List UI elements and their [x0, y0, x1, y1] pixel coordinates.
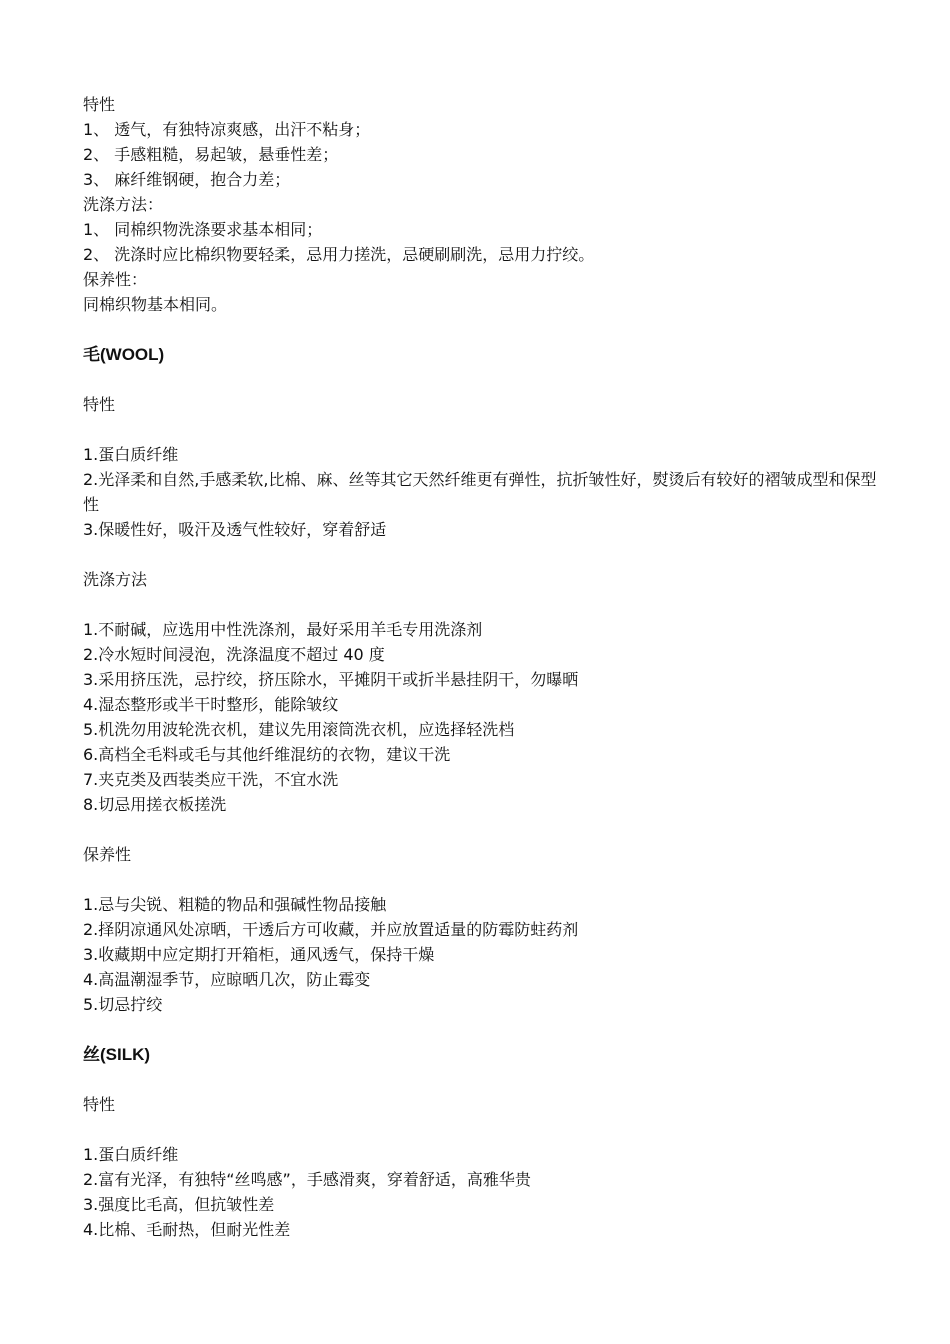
- spacer: [83, 417, 883, 442]
- silk-section-title: 丝(SILK): [83, 1045, 151, 1064]
- wool-care-label: 保养性: [83, 845, 132, 864]
- silk-characteristics-label: 特性: [83, 1095, 116, 1114]
- wool-washing-4: 4.湿态整形或半干时整形，能除皱纹: [83, 695, 339, 714]
- document-page: [83, 92, 883, 1242]
- linen-characteristics-label: 特性: [83, 95, 116, 114]
- spacer: [83, 317, 883, 342]
- spacer: [83, 592, 883, 617]
- wool-washing-2: 2.冷水短时间浸泡，洗涤温度不超过 40 度: [83, 645, 385, 664]
- wool-characteristic-3: 3.保暖性好，吸汗及透气性较好，穿着舒适: [83, 520, 387, 539]
- wool-washing-3: 3.采用挤压洗，忌拧绞，挤压除水，平摊阴干或折半悬挂阴干，勿曝晒: [83, 670, 579, 689]
- linen-characteristic-1: 1、 透气，有独特凉爽感，出汗不粘身；: [83, 120, 371, 139]
- silk-characteristic-3: 3.强度比毛高，但抗皱性差: [83, 1195, 275, 1214]
- wool-washing-8: 8.切忌用搓衣板搓洗: [83, 795, 227, 814]
- silk-characteristic-1: 1.蛋白质纤维: [83, 1145, 179, 1164]
- spacer: [83, 1017, 883, 1042]
- wool-washing-label: 洗涤方法: [83, 570, 148, 589]
- linen-washing-label: 洗涤方法：: [83, 195, 164, 214]
- wool-characteristics-label: 特性: [83, 395, 116, 414]
- silk-characteristic-4: 4.比棉、毛耐热，但耐光性差: [83, 1220, 291, 1239]
- wool-characteristic-1: 1.蛋白质纤维: [83, 445, 179, 464]
- wool-characteristic-2: 2.光泽柔和自然,手感柔软,比棉、麻、丝等其它天然纤维更有弹性，抗折皱性好，熨烫后有较好的褶皱成型和保型性: [83, 470, 877, 514]
- wool-section-title: 毛(WOOL): [83, 345, 165, 364]
- wool-washing-7: 7.夹克类及西装类应干洗，不宜水洗: [83, 770, 339, 789]
- wool-care-1: 1.忌与尖锐、粗糙的物品和强碱性物品接触: [83, 895, 387, 914]
- spacer: [83, 542, 883, 567]
- linen-characteristic-3: 3、 麻纤维钢硬，抱合力差；: [83, 170, 291, 189]
- linen-care-1: 同棉织物基本相同。: [83, 295, 228, 314]
- spacer: [83, 1067, 883, 1092]
- wool-washing-1: 1.不耐碱，应选用中性洗涤剂，最好采用羊毛专用洗涤剂: [83, 620, 483, 639]
- linen-characteristic-2: 2、 手感粗糙，易起皱，悬垂性差；: [83, 145, 339, 164]
- spacer: [83, 1117, 883, 1142]
- silk-characteristic-2: 2.富有光泽，有独特“丝鸣感”，手感滑爽，穿着舒适，高雅华贵: [83, 1170, 531, 1189]
- wool-care-4: 4.高温潮湿季节，应晾晒几次，防止霉变: [83, 970, 371, 989]
- linen-washing-1: 1、 同棉织物洗涤要求基本相同；: [83, 220, 323, 239]
- wool-care-2: 2.择阴凉通风处凉晒，干透后方可收藏，并应放置适量的防霉防蛀药剂: [83, 920, 579, 939]
- linen-care-label: 保养性：: [83, 270, 148, 289]
- spacer: [83, 367, 883, 392]
- wool-care-5: 5.切忌拧绞: [83, 995, 163, 1014]
- spacer: [83, 867, 883, 892]
- wool-care-3: 3.收藏期中应定期打开箱柜，通风透气，保持干燥: [83, 945, 435, 964]
- wool-washing-5: 5.机洗勿用波轮洗衣机，建议先用滚筒洗衣机，应选择轻洗档: [83, 720, 515, 739]
- wool-washing-6: 6.高档全毛料或毛与其他纤维混纺的衣物，建议干洗: [83, 745, 451, 764]
- linen-washing-2: 2、 洗涤时应比棉织物要轻柔，忌用力搓洗，忌硬刷刷洗，忌用力拧绞。: [83, 245, 595, 264]
- spacer: [83, 817, 883, 842]
